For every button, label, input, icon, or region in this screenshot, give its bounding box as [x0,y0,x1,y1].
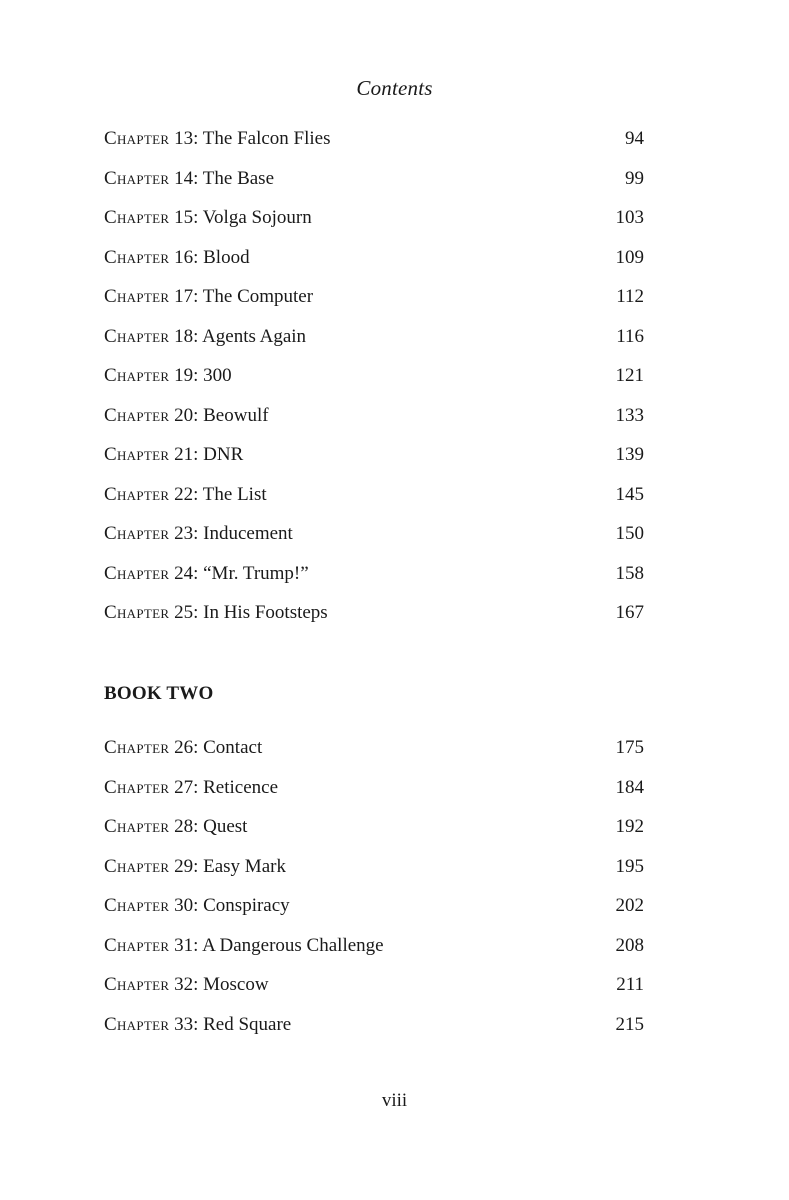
toc-entry [104,206,644,246]
chapter-number: 27 [174,776,194,798]
toc-entry [104,934,644,974]
toc-entry [104,973,644,1013]
chapter-prefix: Chapter [104,365,170,386]
chapter-prefix: Chapter [104,246,170,268]
chapter-number: 14 [174,167,194,189]
chapter-prefix: Chapter [104,934,170,956]
chapter-prefix: Chapter [104,444,170,465]
toc-entry [104,562,644,602]
toc-entry [104,364,644,404]
page-number: 121 [615,365,644,386]
chapter-prefix: Chapter [104,776,170,798]
chapter-title: The Computer [202,286,314,307]
toc-entry [104,776,644,816]
chapter-prefix: Chapter [104,404,170,426]
page-number: 184 [615,776,644,798]
chapter-number: 16 [174,246,194,268]
chapter-label: Chapter 19: 300 [104,365,232,386]
chapter-title: Moscow [203,974,269,995]
page-title: Contents [356,76,433,100]
page-number: 99 [625,167,644,189]
chapter-title: Blood [203,246,250,268]
page-number: 133 [615,404,644,426]
chapter-label: Chapter 22: The List [104,483,267,505]
page-number: 94 [625,128,644,149]
page-number: 202 [615,895,644,916]
chapter-label: Chapter 29: Easy Mark [104,855,286,877]
toc-entry [104,522,644,562]
page-number: 175 [615,737,644,758]
chapter-label: Chapter 17: The Computer [104,286,314,307]
section-heading-book-two: BOOK TWO [104,683,214,704]
page-number: 211 [616,974,644,995]
chapter-label: Chapter 32: Moscow [104,974,269,995]
toc-entry [104,855,644,895]
chapter-prefix: Chapter [104,737,170,758]
toc-list-book-one [104,127,644,641]
chapter-label: Chapter 25: In His Footsteps [104,602,328,623]
toc-list-book-two [104,736,644,1052]
page-number: 145 [615,483,644,505]
page-number: 103 [615,207,644,228]
toc-entry [104,483,644,523]
chapter-title: The Falcon Flies [202,128,331,149]
chapter-label: Chapter 20: Beowulf [104,404,269,426]
chapter-title: Inducement [203,523,293,544]
chapter-prefix: Chapter [104,167,170,189]
toc-entry [104,127,644,167]
chapter-title: 300 [203,365,232,386]
page-folio: viii [381,1090,408,1111]
chapter-title: In His Footsteps [203,602,328,623]
chapter-label: Chapter 15: Volga Sojourn [104,207,312,228]
chapter-number: 21 [174,444,194,465]
chapter-title: Reticence [203,776,279,798]
toc-entry [104,601,644,641]
chapter-prefix: Chapter [104,974,170,995]
chapter-number: 25 [174,602,194,623]
toc-entry [104,815,644,855]
chapter-title: Agents Again [202,325,307,347]
page-number: 116 [616,325,644,347]
chapter-label: Chapter 16: Blood [104,246,250,268]
page-number: 192 [615,816,644,837]
page-number: 150 [615,523,644,544]
chapter-title: Easy Mark [203,855,286,877]
chapter-prefix: Chapter [104,325,170,347]
chapter-prefix: Chapter [104,207,170,228]
page-number: 139 [615,444,644,465]
chapter-title: Contact [203,737,263,758]
chapter-prefix: Chapter [104,602,170,623]
chapter-label: Chapter 28: Quest [104,816,248,837]
chapter-number: 20 [174,404,194,426]
chapter-number: 30 [174,895,194,916]
chapter-title: Quest [203,816,248,837]
toc-entry [104,894,644,934]
chapter-label: Chapter 14: The Base [104,167,275,189]
chapter-label: Chapter 27: Reticence [104,776,279,798]
chapter-label: Chapter 30: Conspiracy [104,895,290,916]
chapter-number: 24 [174,562,194,584]
chapter-label: Chapter 13: The Falcon Flies [104,128,331,149]
chapter-number: 28 [174,816,194,837]
page-number: 112 [616,286,644,307]
chapter-title: Conspiracy [203,895,290,916]
chapter-label: Chapter 23: Inducement [104,523,293,544]
toc-entry [104,736,644,776]
toc-entry [104,443,644,483]
toc-entry [104,285,644,325]
chapter-title: “Mr. Trump!” [203,562,309,584]
chapter-number: 17 [174,286,194,307]
chapter-title: Red Square [203,1013,292,1035]
chapter-number: 18 [174,325,194,347]
page-number: 208 [615,934,644,956]
chapter-label: Chapter 33: Red Square [104,1013,292,1035]
chapter-title: Beowulf [203,404,269,426]
chapter-number: 13 [174,128,194,149]
page-number: 215 [615,1013,644,1035]
chapter-number: 22 [174,483,194,505]
page-number: 109 [615,246,644,268]
chapter-title: DNR [203,444,244,465]
chapter-number: 32 [174,974,194,995]
chapter-number: 19 [174,365,194,386]
chapter-prefix: Chapter [104,128,170,149]
chapter-prefix: Chapter [104,286,170,307]
toc-entry [104,325,644,365]
toc-entry [104,167,644,207]
chapter-number: 26 [174,737,194,758]
chapter-prefix: Chapter [104,483,170,505]
toc-entry [104,1013,644,1053]
chapter-number: 33 [174,1013,194,1035]
chapter-prefix: Chapter [104,855,170,877]
chapter-prefix: Chapter [104,895,170,916]
toc-entry [104,246,644,286]
page-number: 195 [615,855,644,877]
chapter-label: Chapter 24: “Mr. Trump!” [104,562,309,584]
chapter-prefix: Chapter [104,523,170,544]
page-number: 167 [615,602,644,623]
chapter-number: 15 [174,207,194,228]
chapter-prefix: Chapter [104,562,170,584]
chapter-number: 29 [174,855,194,877]
chapter-title: Volga Sojourn [202,207,312,228]
chapter-title: The Base [202,167,275,189]
chapter-label: Chapter 18: Agents Again [104,325,307,347]
chapter-label: Chapter 21: DNR [104,444,244,465]
chapter-label: Chapter 26: Contact [104,737,263,758]
chapter-number: 31 [174,934,194,956]
chapter-prefix: Chapter [104,1013,170,1035]
chapter-title: A Dangerous Challenge [202,934,384,956]
toc-entry [104,404,644,444]
chapter-prefix: Chapter [104,816,170,837]
page-number: 158 [615,562,644,584]
chapter-number: 23 [174,523,194,544]
chapter-title: The List [202,483,267,505]
chapter-label: Chapter 31: A Dangerous Challenge [104,934,384,956]
